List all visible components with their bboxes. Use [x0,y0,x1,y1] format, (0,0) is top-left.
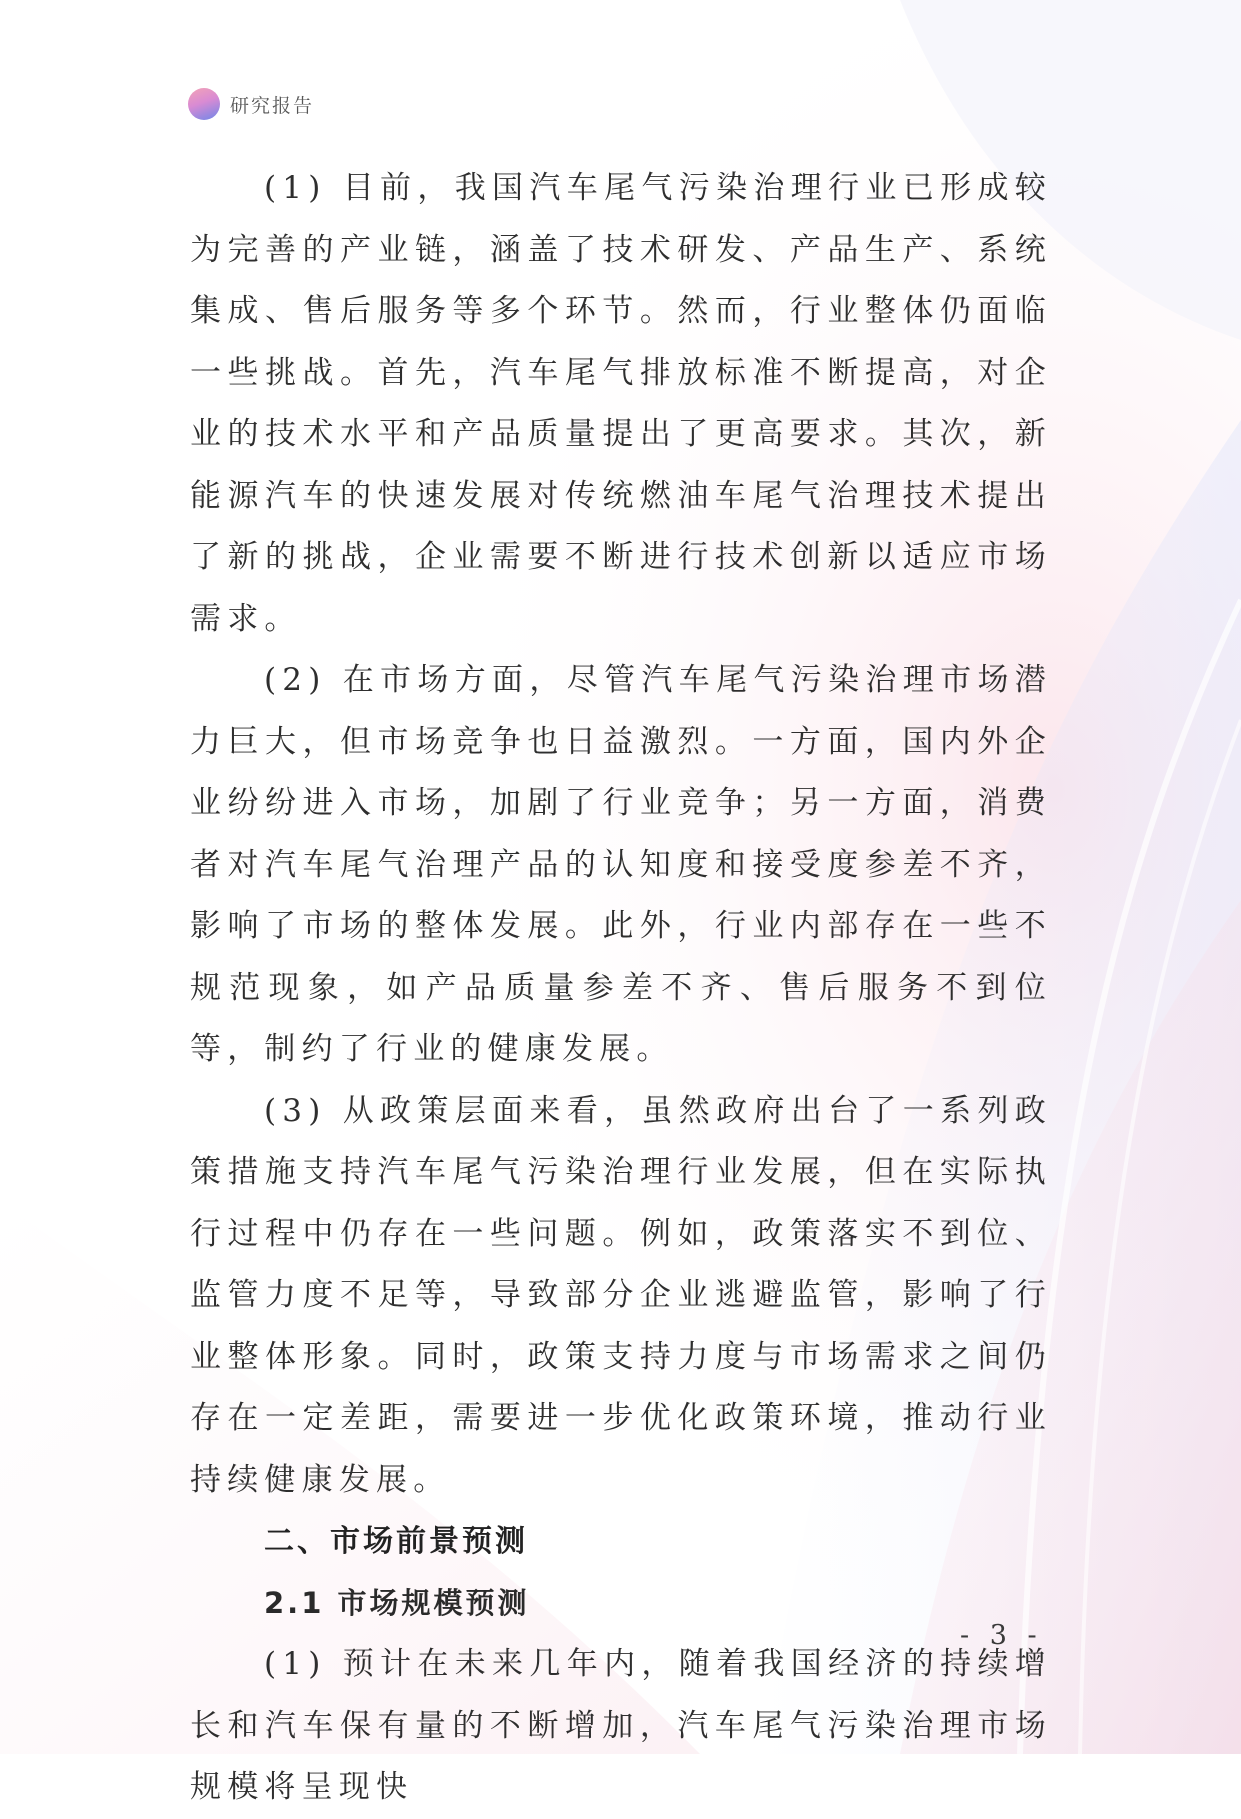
body-content [190,158,1052,1819]
subsection-heading: 2.1 市场规模预测 [264,1585,530,1620]
section-heading: 二、市场前景预测 [264,1524,528,1559]
paragraph-2: (2) 在市场方面，尽管汽车尾气污染治理市场潜力巨大，但市场竞争也日益激烈。一方面，国内外企业纷纷进入市场，加剧了行业竞争；另一方面，消费者对汽车尾气治理产品的认知度和接受度参差不齐，影响了市场的整体发展。此外，行业内部存在一些不规范现象，如产品质量参差不齐、售后服务不到位等，制约了行业的健康发展。 [190,662,1052,1067]
page-number: - 3 - [960,1620,1043,1651]
logo-circle-icon [188,88,220,120]
page-header [188,88,314,120]
header-label: 研究报告 [230,94,315,117]
paragraph-3: (3) 从政策层面来看，虽然政府出台了一系列政策措施支持汽车尾气污染治理行业发展，但在实际执行过程中仍存在一些问题。例如，政策落实不到位、监管力度不足等，导致部分企业逃避监管，影响了行业整体形象。同时，政策支持力度与市场需求之间仍存在一定差距，需要进一步优化政策环境，推动行业持续健康发展。 [190,1092,1052,1498]
paragraph-1: (1) 目前，我国汽车尾气污染治理行业已形成较为完善的产业链，涵盖了技术研发、产品生产、系统集成、售后服务等多个环节。然而，行业整体仍面临一些挑战。首先，汽车尾气排放标准不断提高，对企业的技术水平和产品质量提出了更高要求。其次，新能源汽车的快速发展对传统燃油车尾气治理技术提出了新的挑战，企业需要不断进行技术创新以适应市场需求。 [190,170,1052,637]
paragraph-4: (1) 预计在未来几年内，随着我国经济的持续增长和汽车保有量的不断增加，汽车尾气污染治理市场规模将呈现快 [190,1646,1052,1805]
